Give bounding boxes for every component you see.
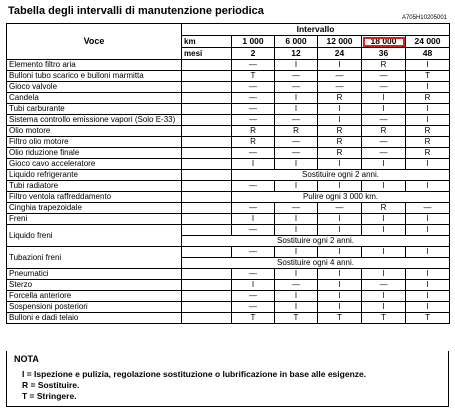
interval-cell: I	[406, 214, 450, 225]
interval-cell: I	[275, 93, 318, 104]
row-label: Bulloni tubo scarico e bulloni marmitta	[7, 71, 182, 82]
km-label: km	[182, 36, 232, 48]
unit-spacer-cell	[182, 313, 232, 324]
interval-cell: —	[232, 148, 275, 159]
table-row	[7, 104, 450, 115]
mesi-12: 12	[275, 48, 318, 60]
interval-cell: —	[232, 60, 275, 71]
row-label: Tubi radiatore	[7, 181, 182, 192]
interval-cell: I	[318, 115, 362, 126]
interval-cell: —	[362, 148, 406, 159]
row-label: Filtro olio motore	[7, 137, 182, 148]
table-row	[7, 181, 450, 192]
unit-spacer-cell	[182, 71, 232, 82]
interval-cell: I	[362, 225, 406, 236]
unit-spacer-cell	[182, 159, 232, 170]
interval-cell: I	[275, 159, 318, 170]
span-note-cell: Pulire ogni 3 000 km.	[232, 192, 450, 203]
interval-cell: —	[275, 280, 318, 291]
row-label: Elemento filtro aria	[7, 60, 182, 71]
interval-cell: I	[318, 247, 362, 258]
interval-cell: I	[318, 60, 362, 71]
unit-spacer-cell	[182, 192, 232, 203]
table-row	[7, 291, 450, 302]
interval-cell: I	[406, 302, 450, 313]
interval-cell: R	[406, 126, 450, 137]
interval-cell: —	[362, 115, 406, 126]
interval-cell: I	[406, 280, 450, 291]
mesi-2: 2	[232, 48, 275, 60]
interval-cell: I	[275, 302, 318, 313]
interval-cell: I	[406, 104, 450, 115]
interval-cell: R	[362, 203, 406, 214]
interval-cell: R	[232, 126, 275, 137]
interval-cell: —	[232, 203, 275, 214]
interval-cell: I	[406, 225, 450, 236]
table-row	[7, 148, 450, 159]
mesi-48: 48	[406, 48, 450, 60]
interval-cell: —	[275, 82, 318, 93]
note-line-r: R = Sostituire.	[22, 380, 80, 390]
unit-spacer-cell	[182, 60, 232, 71]
km-12000: 12 000	[318, 36, 362, 48]
km-18000-highlighted: 18 000	[362, 36, 406, 48]
interval-cell: —	[232, 115, 275, 126]
interval-cell: T	[362, 313, 406, 324]
km-1000: 1 000	[232, 36, 275, 48]
unit-spacer-cell	[182, 280, 232, 291]
interval-cell: I	[275, 181, 318, 192]
interval-cell: I	[318, 104, 362, 115]
interval-cell: I	[318, 302, 362, 313]
intervallo-header: Intervallo	[182, 24, 450, 36]
interval-cell: I	[318, 269, 362, 280]
table-row	[7, 192, 450, 203]
interval-cell: T	[318, 313, 362, 324]
unit-spacer-cell	[182, 126, 232, 137]
interval-cell: I	[232, 159, 275, 170]
unit-spacer-cell	[182, 291, 232, 302]
unit-spacer-cell	[182, 269, 232, 280]
interval-cell: I	[406, 247, 450, 258]
interval-cell: I	[275, 60, 318, 71]
interval-cell: R	[232, 137, 275, 148]
note-line-t: T = Stringere.	[22, 391, 77, 401]
interval-cell: R	[318, 93, 362, 104]
table-body	[7, 60, 450, 324]
span-note-cell: Sostituire ogni 2 anni.	[232, 170, 450, 181]
row-label: Tubi carburante	[7, 104, 182, 115]
interval-cell: —	[275, 137, 318, 148]
table-row	[7, 126, 450, 137]
unit-spacer-cell	[182, 93, 232, 104]
interval-cell: I	[232, 214, 275, 225]
interval-cell: I	[362, 93, 406, 104]
km-6000: 6 000	[275, 36, 318, 48]
row-label: Sospensioni posteriori	[7, 302, 182, 313]
interval-cell: —	[318, 82, 362, 93]
interval-cell: I	[275, 214, 318, 225]
interval-cell: —	[275, 148, 318, 159]
interval-cell: I	[275, 225, 318, 236]
interval-cell: I	[362, 214, 406, 225]
table-row	[7, 247, 450, 258]
table-row	[7, 203, 450, 214]
interval-cell: I	[318, 181, 362, 192]
interval-cell: R	[275, 126, 318, 137]
row-label: Olio riduzione finale	[7, 148, 182, 159]
interval-cell: I	[318, 225, 362, 236]
unit-spacer-cell	[182, 104, 232, 115]
interval-cell: R	[362, 60, 406, 71]
row-label: Forcella anteriore	[7, 291, 182, 302]
interval-cell: I	[362, 104, 406, 115]
document-code: A705H10205001	[401, 15, 447, 21]
span-note-cell: Sostituire ogni 4 anni.	[182, 258, 450, 269]
interval-cell: I	[275, 104, 318, 115]
table-row	[7, 115, 450, 126]
interval-cell: —	[318, 203, 362, 214]
unit-spacer-cell	[182, 214, 232, 225]
interval-cell: —	[232, 104, 275, 115]
row-label: Candela	[7, 93, 182, 104]
row-label: Olio motore	[7, 126, 182, 137]
interval-cell: T	[232, 71, 275, 82]
page-title: Tabella degli intervalli di manutenzione periodica	[8, 5, 264, 17]
km-24000: 24 000	[406, 36, 450, 48]
table-row	[7, 280, 450, 291]
interval-cell: —	[275, 115, 318, 126]
interval-cell: —	[362, 82, 406, 93]
interval-cell: I	[406, 181, 450, 192]
unit-spacer-cell	[182, 247, 232, 258]
table-row	[7, 60, 450, 71]
interval-cell: —	[362, 137, 406, 148]
interval-cell: —	[406, 203, 450, 214]
unit-spacer-cell	[182, 82, 232, 93]
row-label: Filtro ventola raffreddamento	[7, 192, 182, 203]
interval-cell: —	[318, 71, 362, 82]
mesi-36: 36	[362, 48, 406, 60]
table-row	[7, 159, 450, 170]
interval-cell: I	[406, 115, 450, 126]
interval-cell: I	[406, 269, 450, 280]
interval-cell: R	[406, 93, 450, 104]
interval-cell: T	[275, 313, 318, 324]
table-row	[7, 313, 450, 324]
unit-spacer-cell	[182, 302, 232, 313]
interval-cell: —	[232, 247, 275, 258]
span-note-cell: Sostituire ogni 2 anni.	[182, 236, 450, 247]
interval-cell: I	[362, 302, 406, 313]
interval-cell: —	[275, 71, 318, 82]
interval-cell: I	[362, 181, 406, 192]
unit-spacer-cell	[182, 115, 232, 126]
interval-cell: I	[318, 280, 362, 291]
mesi-label: mesi	[182, 48, 232, 60]
interval-cell: I	[362, 291, 406, 302]
row-label: Bulloni e dadi telaio	[7, 313, 182, 324]
interval-cell: I	[318, 214, 362, 225]
interval-cell: I	[406, 159, 450, 170]
table-row	[7, 269, 450, 280]
interval-cell: R	[406, 137, 450, 148]
maintenance-table	[6, 23, 450, 324]
unit-spacer-cell	[182, 137, 232, 148]
interval-cell: I	[362, 159, 406, 170]
interval-cell: R	[318, 148, 362, 159]
interval-cell: —	[232, 181, 275, 192]
table-row	[7, 170, 450, 181]
table-row	[7, 214, 450, 225]
interval-cell: —	[232, 93, 275, 104]
interval-cell: R	[362, 126, 406, 137]
row-label: Gioco cavo acceleratore	[7, 159, 182, 170]
mesi-24: 24	[318, 48, 362, 60]
interval-cell: —	[362, 71, 406, 82]
interval-cell: —	[232, 291, 275, 302]
table-row	[7, 225, 450, 236]
interval-cell: —	[232, 82, 275, 93]
table-row	[7, 71, 450, 82]
row-label: Gioco valvole	[7, 82, 182, 93]
note-line-i: I = Ispezione e pulizia, regolazione sostituzione o lubrificazione in base alle esigenze.	[22, 369, 367, 379]
interval-cell: R	[406, 148, 450, 159]
row-label: Tubazioni freni	[7, 247, 182, 269]
interval-cell: T	[406, 313, 450, 324]
interval-cell: I	[362, 247, 406, 258]
interval-cell: —	[232, 269, 275, 280]
row-label: Liquido refrigerante	[7, 170, 182, 181]
interval-cell: —	[232, 225, 275, 236]
row-label: Sterzo	[7, 280, 182, 291]
table-row	[7, 82, 450, 93]
interval-cell: T	[406, 71, 450, 82]
table-row	[7, 137, 450, 148]
row-label: Cinghia trapezoidale	[7, 203, 182, 214]
interval-cell: I	[406, 82, 450, 93]
interval-cell: I	[362, 269, 406, 280]
unit-spacer-cell	[182, 181, 232, 192]
interval-cell: I	[275, 291, 318, 302]
interval-cell: I	[318, 159, 362, 170]
unit-spacer-cell	[182, 170, 232, 181]
interval-cell: I	[232, 280, 275, 291]
row-label: Freni	[7, 214, 182, 225]
interval-cell: I	[275, 269, 318, 280]
table-row	[7, 302, 450, 313]
note-title: NOTA	[14, 354, 39, 364]
interval-cell: I	[406, 60, 450, 71]
unit-spacer-cell	[182, 148, 232, 159]
interval-cell: R	[318, 126, 362, 137]
row-label: Sistema controllo emissione vapori (Solo E-33)	[7, 115, 182, 126]
interval-cell: I	[406, 291, 450, 302]
unit-spacer-cell	[182, 203, 232, 214]
interval-cell: —	[362, 280, 406, 291]
interval-cell: —	[232, 302, 275, 313]
interval-cell: R	[318, 137, 362, 148]
row-label: Liquido freni	[7, 225, 182, 247]
interval-cell: —	[275, 203, 318, 214]
interval-cell: T	[232, 313, 275, 324]
interval-cell: I	[318, 291, 362, 302]
unit-spacer-cell	[182, 225, 232, 236]
table-row	[7, 93, 450, 104]
voce-header: Voce	[7, 24, 182, 60]
row-label: Pneumatici	[7, 269, 182, 280]
interval-cell: I	[275, 247, 318, 258]
